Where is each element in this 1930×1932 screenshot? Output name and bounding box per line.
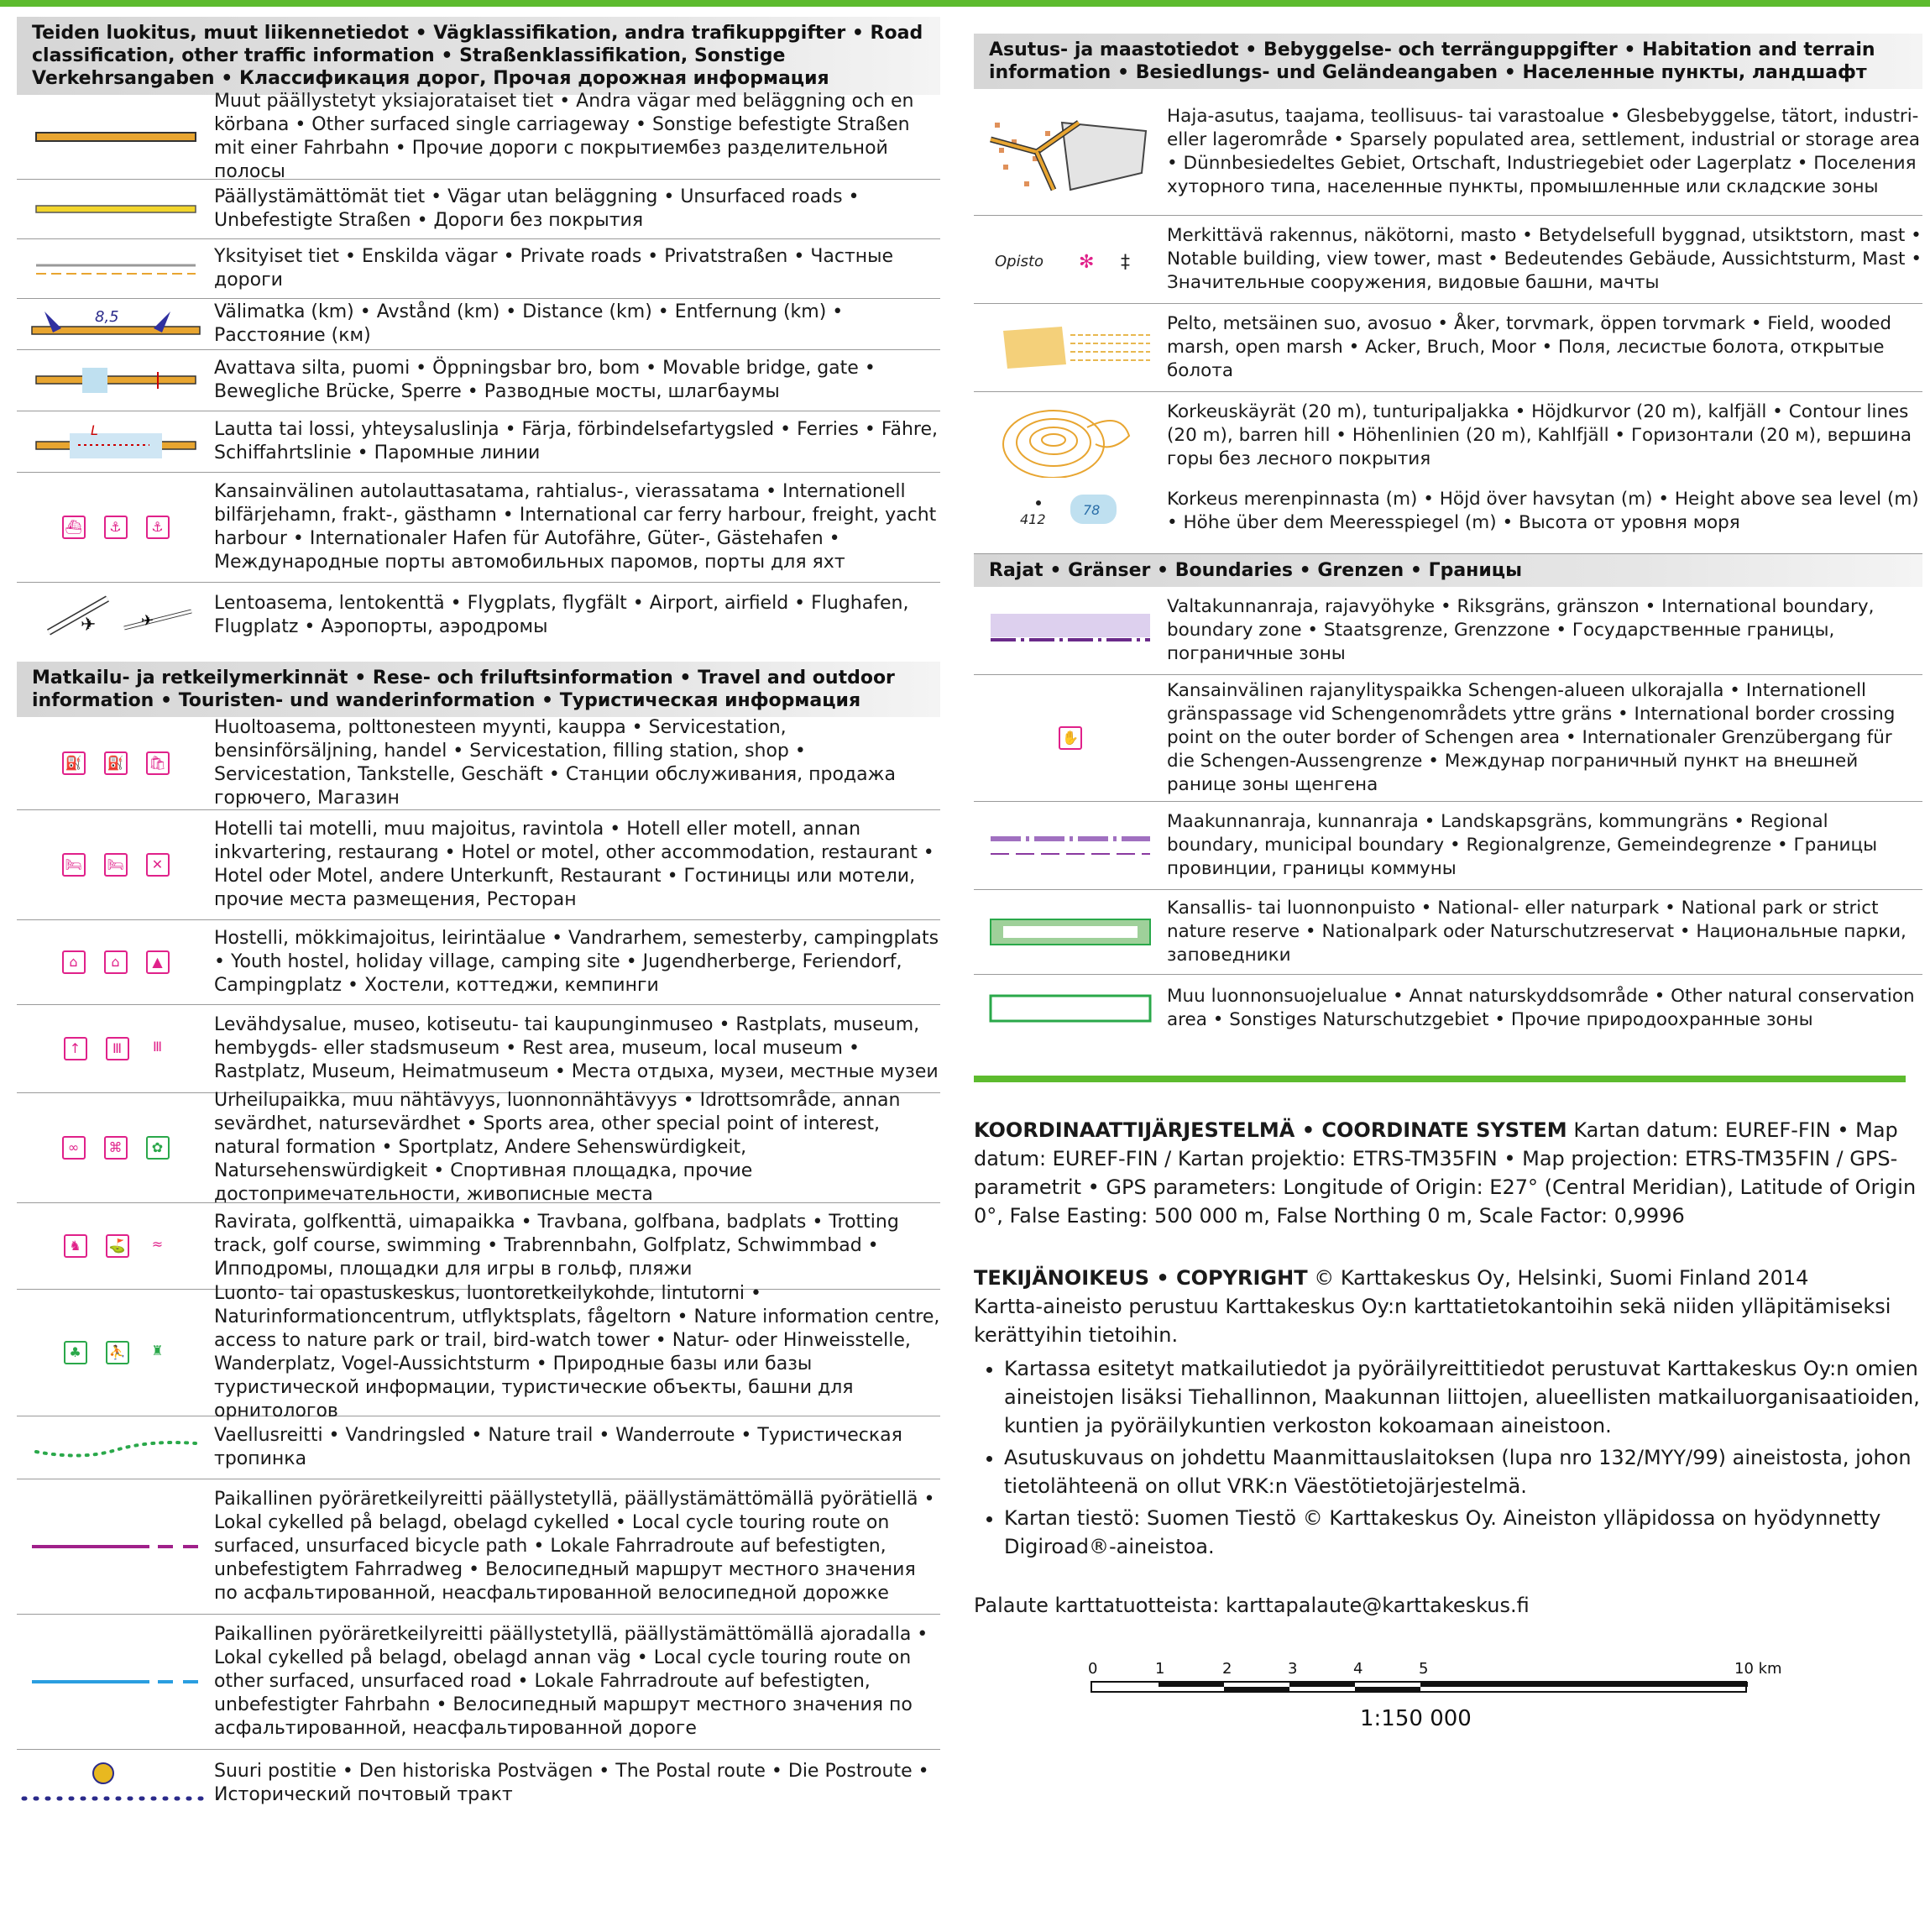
nature-trail-access-icon: ⛹: [106, 1341, 129, 1364]
shop-icon: 🛍: [146, 751, 170, 775]
copyright-bullet: • Kartan tiestö: Suomen Tiestö © Karttakeskus Oy. Aineiston ylläpidossa on hyödynnetty Digiroad®-aineistoa.: [1004, 1504, 1922, 1561]
golf-course-icon: ⛳: [106, 1234, 129, 1258]
svg-text:✈: ✈: [80, 615, 96, 636]
copyright-line: © Karttakeskus Oy, Helsinki, Suomi Finland 2014: [1314, 1266, 1809, 1290]
legend-entry-distance: 8,5 Välimatka (km) • Avstånd (km) • Distance (km) • Entfernung (km) • Расстояние (км): [17, 299, 940, 350]
settlement-symbol: [974, 106, 1167, 198]
legend-entry-conservation-area: Muu luonnonsuojelualue • Annat naturskyddsområde • Other natural conservation area • Sonstiges Naturschutzgebiet • Прочие природоохранные зоны: [974, 975, 1922, 1042]
coordinate-title: KOORDINAATTIJÄRJESTELMÄ • COORDINATE SYSTEM: [974, 1118, 1567, 1142]
cottage-icon: ⌂: [104, 950, 128, 974]
distance-symbol: [17, 303, 214, 345]
trotting-track-icon: ♞: [64, 1234, 87, 1258]
service-station-icon: ⛽: [62, 751, 86, 775]
restaurant-icon: ✕: [146, 853, 170, 877]
legend-entry-ferry: L Lautta tai lossi, yhteysaluslinja • Färja, förbindelsefartygsled • Ferries • Fähre, Schiffahrtslinie • Паромные линии: [17, 411, 940, 473]
private-road-symbol: [17, 259, 214, 279]
legend-entry-settlement: Haja-asutus, taajama, teollisuus- tai varastoalue • Glesbebyggelse, tätort, industri- eller lagerområde • Sparsely populated area, settlement, industrial or storage area • Dünnbesiedeltes Gebiet, Ortschaft, Industriegebiet oder Lagerplatz • Поселения хуторного типа, населенные пункты, промышленные или складские зоны: [974, 89, 1922, 216]
cycle-road-symbol: [17, 1676, 214, 1688]
coordinate-text: Kartan datum: EUREF-FIN • Map datum: EUREF-FIN / Kartan projektio: ETRS-TM35FIN • Map projection: ETRS-TM35FIN / GPS-parametrit • GPS parameters: Longitude of Origin: E27° (Central Meridian), Latitude of Origin 0°, False Easting: 500 000 m, False Northing 0 m, Scale Factor: 0,9996: [974, 1118, 1917, 1228]
scale-tick-label: 1: [1155, 1660, 1165, 1678]
international-boundary-symbol: [974, 610, 1167, 652]
left-column: [17, 17, 940, 1817]
copyright-bullet: • Kartassa esitetyt matkailutiedot ja pyöräilyreittitiedot perustuvat Karttakeskus Oy:n omien aineistojen lisäksi Tiehallinnon, Maakunnan liittojen, alueellisten matkailuorganisaatioiden, kuntien ja pyöräilykuntien verkoston kokoamaan aineistoon.: [1004, 1354, 1922, 1440]
notable-building-symbol: [974, 243, 1167, 276]
scale-tick-label: 10 km: [1734, 1660, 1782, 1678]
ferry-symbol: [17, 423, 214, 460]
roads-legend: [17, 91, 940, 648]
yacht-harbour-icon: ⚓: [146, 516, 170, 539]
boundaries-legend: [974, 587, 1922, 1042]
nature-trail-symbol: [17, 1435, 214, 1460]
legend-entry-hotel: 🛏 🛏 ✕ Hotelli tai motelli, muu majoitus, ravintola • Hotell eller motell, annan inkvartering, restaurang • Hotel or motel, other accommodation, restaurant • Hotel oder Motel, andere Unterkunft, Restaurant • Гостиницы или мотели, прочие места размещения, Ресторан: [17, 810, 940, 920]
scale-tick-label: 3: [1288, 1660, 1298, 1678]
surfaced-road-symbol: [17, 128, 214, 145]
legend-entry-service-station: ⛽ ⛽ 🛍 Huoltoasema, polttonesteen myynti, kauppa • Servicestation, bensinförsäljning, handel • Servicestation, filling station, shop • Servicestation, Tankstelle, Geschäft • Станции обслуживания, продажа горючего, Магазин: [17, 717, 940, 810]
feedback: Palaute karttatuotteista: karttapalaute@karttakeskus.fi: [974, 1594, 1530, 1617]
legend-entry-border-crossing: ✋ Kansainvälinen rajanylityspaikka Schengen-alueen ulkorajalla • Internationell gränspassage vid Schengenområdets yttre gräns • International border crossing point on the outer border of Schengen area • Internationaler Grenzübergang für die Schengen-Aussengrenze • Междунар пограничный пункт на внешней ранице зоны щенгена: [974, 675, 1922, 802]
travel-legend: [17, 717, 940, 1817]
legend-entry-harbour: ⛴ ⚓ ⚓ Kansainvälinen autolauttasatama, rahtialus-, vierassatama • Internationell bilfärjehamn, frakt-, gästhamn • International car ferry harbour, freight, yacht harbour • Internationaler Hafen für Autofähre, Güter-, Gästehafen • Международные порты автомобильных паромов, порты для яхт: [17, 473, 940, 583]
copyright-text: Kartta-aineisto perustuu Karttakeskus Oy:n karttatietokantoihin sekä niiden ylläpitämiseksi kerättyihin tietoihin.: [974, 1295, 1891, 1347]
right-column: [974, 34, 1922, 1746]
legend-entry-surfaced-road: Muut päällystetyt yksiajorataiset tiet • Andra vägar med beläggning och en körbana • Other surfaced single carriageway • Sonstige befestigte Straßen mit einer Fahrbahn • Прочие дороги с покрытиембез разделительной полосы: [17, 95, 940, 180]
roads-heading: Teiden luokitus, muut liikennetiedot • Vägklassifikation, andra trafikuppgifter • Road classification, other traffic information • Straßenklassifikation, Sonstige Verkehrsangaben • Классификация дорог, Прочая дорожная информация: [17, 17, 940, 95]
height-label: 412: [1020, 511, 1046, 527]
legend-entry-trotting: ♞ ⛳ ≈ Ravirata, golfkenttä, uimapaikka • Travbana, golfbana, badplats • Trotting track, golf course, swimming • Trabrennbahn, Golfplatz, Schwimmbad • Ипподромы, площадки для игры в гольф, пляжи: [17, 1203, 940, 1290]
movable-bridge-symbol: [17, 364, 214, 397]
scale-tick-label: 2: [1222, 1660, 1232, 1678]
sports-area-icon: ∞: [62, 1136, 86, 1160]
legend-entry-hostel: ⌂ ⌂ ▲ Hostelli, mökkimajoitus, leirintäalue • Vandrarhem, semesterby, campingplats • Youth hostel, holiday village, camping site • Jugendherberge, Feriendorf, Campingplatz • Хостели, коттеджи, кемпинги: [17, 920, 940, 1005]
legend-entry-cycle-road: Paikallinen pyöräretkeilyreitti päällystetyllä, päällystämättömällä ajoradalla • Lokal cykelled på belagd, obelagd annan väg • Local cycle touring route on other surfaced, unsurfaced road • Lokale Fahrradroute auf befestigten, unbefestigter Fahrbahn • Велосипедный маршрут местного значения по асфальтированной, неасфальтированной дороге: [17, 1615, 940, 1750]
legend-entry-unsurfaced-road: Päällystämättömät tiet • Vägar utan beläggning • Unsurfaced roads • Unbefestigte Straßen • Дороги без покрытия: [17, 180, 940, 239]
boundaries-heading: Rajat • Gränser • Boundaries • Grenzen • Границы: [974, 553, 1922, 587]
unsurfaced-road-symbol: [17, 202, 214, 216]
svg-text:‡: ‡: [1121, 252, 1130, 273]
habitation-heading: Asutus- ja maastotiedot • Bebyggelse- och terränguppgifter • Habitation and terrain information • Besiedlungs- und Geländeangaben • Населенные пункты, ландшафт: [974, 34, 1922, 89]
local-museum-icon: Ⅲ: [152, 1039, 163, 1055]
legend-entry-notable-building: Opisto ✻ ‡ Merkittävä rakennus, näkötorni, masto • Betydelsefull byggnad, utsiktstorn, mast • Notable building, view tower, mast • Bedeutendes Gebäude, Aussichtsturm, Mast • Значительные сооружения, видовые башни, мачты: [974, 216, 1922, 304]
conservation-area-symbol: [974, 992, 1167, 1025]
habitation-legend: [974, 89, 1922, 543]
scale-tick-label: 0: [1088, 1660, 1098, 1678]
distance-label: 8,5: [94, 308, 119, 326]
point-of-interest-icon: ⌘: [104, 1136, 128, 1160]
lake-label: 78: [1083, 502, 1101, 518]
bird-tower-icon: ♜: [151, 1343, 164, 1359]
scale-bar: [974, 1653, 1922, 1746]
field-symbol: [974, 322, 1167, 373]
filling-station-icon: ⛽: [104, 751, 128, 775]
swimming-icon: ≈: [151, 1236, 164, 1252]
legend-entry-postal-route: Suuri postitie • Den historiska Postvägen • The Postal route • Die Postroute • Исторический почтовый тракт: [17, 1750, 940, 1817]
scale-ratio: 1:150 000: [1360, 1706, 1472, 1731]
building-label: Opisto: [995, 253, 1044, 270]
legend-entry-airport: ✈ ✈ Lentoasema, lentokenttä • Flygplats, flygfält • Airport, airfield • Flughafen, Flugplatz • Аэропорты, аэродромы: [17, 583, 940, 648]
height-symbol: [974, 486, 1167, 537]
cycle-path-symbol: [17, 1541, 214, 1552]
airport-icons: [17, 590, 214, 641]
scale-tick-label: 4: [1353, 1660, 1363, 1678]
freight-harbour-icon: ⚓: [104, 516, 128, 539]
svg-text:✻: ✻: [1079, 252, 1095, 273]
legend-entry-rest-area: ↑ Ⅲ Ⅲ Levähdysalue, museo, kotiseutu- tai kaupunginmuseo • Rastplats, museum, hembygds- eller stadsmuseum • Rest area, museum, local museum • Rastplatz, Museum, Heimatmuseum • Места отдыха, музеи, местные музеи: [17, 1005, 940, 1093]
svg-text:✈: ✈: [140, 612, 154, 630]
legend-entry-height: 412 78 Korkeus merenpinnasta (m) • Höjd över havsytan (m) • Height above sea level (m) • Höhe über dem Meeresspiegel (m) • Высота от уровня моря: [974, 479, 1922, 543]
coordinate-system: [974, 1116, 1922, 1230]
travel-heading: Matkailu- ja retkeilymerkinnät • Rese- och friluftsinformation • Travel and outdoor information • Touristen- und wanderinformation • Туристическая информация: [17, 662, 940, 717]
green-divider: [974, 1076, 1906, 1082]
copyright-title: TEKIJÄNOIKEUS • COPYRIGHT: [974, 1266, 1308, 1290]
regional-boundary-symbol: [974, 829, 1167, 862]
car-ferry-harbour-icon: ⛴: [62, 516, 86, 539]
hostel-icon: ⌂: [62, 950, 86, 974]
legend-entry-private-road: Yksityiset tiet • Enskilda vägar • Private roads • Privatstraßen • Частные дороги: [17, 239, 940, 299]
camping-icon: ▲: [146, 950, 170, 974]
legend-entry-nature-centre: ♣ ⛹ ♜ Luonto- tai opastuskeskus, luontoretkeilykohde, lintutorni • Naturinformationcentrum, utflyktsplats, fågeltorn • Nature information centre, access to nature park or trail, bird-watch tower • Natur- oder Hinweisstelle, Wanderplatz, Vogel-Aussichtsturm • Природные базы или базы туристической информации, туристические объекты, башни для орнитологов: [17, 1290, 940, 1416]
legend-entry-international-boundary: Valtakunnanraja, rajavyöhyke • Riksgräns, gränszon • International boundary, boundary zone • Staatsgrenze, Grenzzone • Государственные границы, пограничные зоны: [974, 587, 1922, 675]
national-park-symbol: [974, 915, 1167, 949]
postal-route-symbol: [17, 1758, 214, 1809]
legend-entry-nature-trail: Vaellusreitti • Vandringsled • Nature trail • Wanderroute • Туристическая тропинка: [17, 1416, 940, 1479]
legend-entry-national-park: Kansallis- tai luonnonpuisto • National- eller naturpark • National park or strict nature reserve • Nationalpark oder Naturschutzreservat • Национальные парки, заповедники: [974, 890, 1922, 975]
copyright: [974, 1264, 1922, 1349]
legend-entry-contour: Korkeuskäyrät (20 m), tunturipaljakka • Höjdkurvor (20 m), kalfjäll • Contour lines (20 m), barren hill • Höhenlinien (20 m), Kahlfjäll • Горизонтали (20 м), вершина горы без лесного покрытия: [974, 392, 1922, 479]
nature-centre-icon: ♣: [64, 1341, 87, 1364]
legend-entry-field: Pelto, metsäinen suo, avosuo • Åker, torvmark, öppen torvmark • Field, wooded marsh, open marsh • Acker, Bruch, Moor • Поля, лесистые болота, открытые болота: [974, 304, 1922, 392]
legend-entry-sports-area: ∞ ⌘ ✿ Urheilupaikka, muu nähtävyys, luonnonnähtävyys • Idrottsområde, annan sevärdhet, natursevärdhet • Sports area, other special point of interest, natural formation • Sportplatz, Andere Sehenswürdigkeit, Natursehenswürdigkeit • Спортивная площадка, прочие достопримечательности, живописные места: [17, 1093, 940, 1203]
scale-bar-graphic: [974, 1653, 1922, 1746]
hotel-icon: 🛏: [62, 853, 86, 877]
natural-formation-icon: ✿: [146, 1136, 170, 1160]
copyright-bullets: [974, 1354, 1922, 1561]
border-crossing-icon: ✋: [1059, 726, 1082, 750]
legend-entry-cycle-path: Paikallinen pyöräretkeilyreitti päällystetyllä, päällystämättömällä pyörätiellä • Lokal cykelled på belagd, obelagd cykelled • Local cycle touring route on surfaced, unsurfaced bicycle path • Lokale Fahrradroute auf befestigten, unbefestigtem Fahrradweg • Велосипедный маршрут местного значения по асфальтированной, неасфальтированной велосипедной дорожке: [17, 1479, 940, 1615]
legend-entry-regional-boundary: Maakunnanraja, kunnanraja • Landskapsgräns, kommungräns • Regional boundary, municipal boundary • Regionalgrenze, Gemeindegrenze • Границы провинции, границы коммуны: [974, 802, 1922, 890]
copyright-bullet: • Asutuskuvaus on johdettu Maanmittauslaitoksen (lupa nro 132/MYY/99) aineistosta, johon tietolähteenä on ollut VRK:n Väestötietojärjestelmä.: [1004, 1443, 1922, 1500]
legend-entry-movable-bridge: Avattava silta, puomi • Öppningsbar bro, bom • Movable bridge, gate • Bewegliche Brücke, Sperre • Разводные мосты, шлагбаумы: [17, 350, 940, 411]
ferry-label: L: [90, 423, 98, 438]
harbour-icons: [17, 516, 214, 539]
museum-icon: Ⅲ: [106, 1037, 129, 1060]
top-green-bar: [0, 0, 1930, 7]
contour-symbol: [974, 394, 1167, 478]
rest-area-icon: ↑: [64, 1037, 87, 1060]
accommodation-icon: 🛏: [104, 853, 128, 877]
scale-tick-label: 5: [1419, 1660, 1429, 1678]
